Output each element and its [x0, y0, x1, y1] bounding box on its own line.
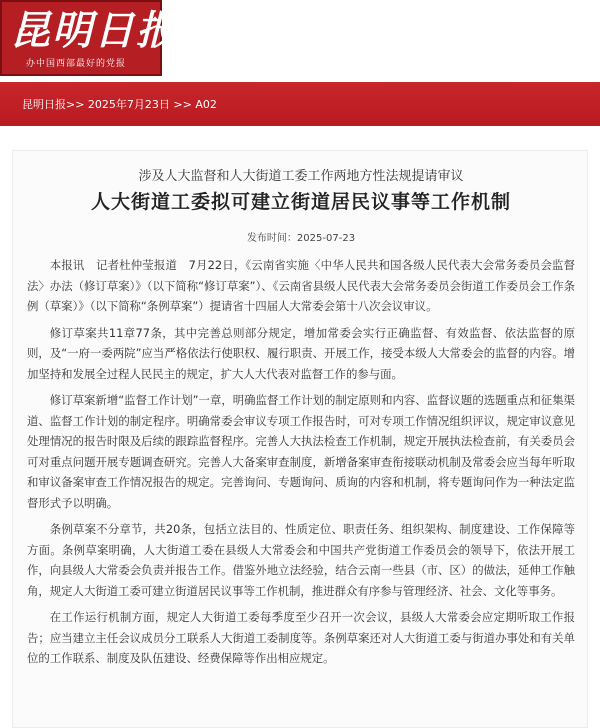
article-body [27, 255, 575, 675]
logo-slogan: 办中国西部最好的党报 [26, 59, 127, 69]
article-paragraph: 本报讯 记者杜仲莹报道 7月22日，《云南省实施〈中华人民共和国各级人民代表大会常务委员会监督法〉办法（修订草案）》（以下简称“修订草案”）、《云南省县级人民代表大会常务委员会街道工作委员会工作条例（草案）》（以下简称“条例草案”）提请省十四届人大常委会第十八次会议审议。 [27, 258, 575, 313]
article-kicker: 涉及人大监督和人大街道工委工作两地方性法规提请审议 [138, 169, 464, 184]
article-paragraph: 修订草案新增“监督工作计划”一章，明确监督工作计划的制定原则和内容、监督议题的选题重点和征集渠道、监督工作计划的制定程序。明确常委会审议专项工作报告时，可对专项工作情况组织评议，规定审议意见处理情况的报告时限及后续的跟踪监督程序。完善人大执法检查工作机制，规定开展执法检查前，有关委员会可对重点问题开展专题调查研究。完善人大备案审查制度，新增备案审查衔接联动机制及常委会应当每年听取和审议备案审查工作情况报告的规定。完善询问、专题询问、质询的内容和机制，将专题询问作为一种法定监督形式予以明确。 [27, 393, 575, 510]
article-paragraph: 修订草案共11章77条，其中完善总则部分规定，增加常委会实行正确监督、有效监督、依法监督的原则，及“一府一委两院”应当严格依法行使职权、履行职责、开展工作，接受本级人大常委会的监督的内容。增加坚持和发展全过程人民民主的规定，扩大人大代表对监督工作的参与面。 [27, 325, 575, 381]
article-paragraph: 在工作运行机制方面，规定人大街道工委每季度至少召开一次会议，县级人大常委会应定期听取工作报告；应当建立主任会议成员分工联系人大街道工委制度等。条例草案还对人大街道工委与街道办事处和有关单位的工作联系、制度及队伍建设、经费保障等作出相应规定。 [27, 610, 575, 665]
article-headline: 人大街道工委拟可建立街道居民议事等工作机制 [90, 191, 511, 213]
newspaper-logo[interactable] [0, 0, 178, 76]
article-container [12, 150, 588, 728]
breadcrumb-bar [0, 82, 600, 126]
logo-title: 昆明日报 [10, 7, 178, 54]
publish-date: 发布时间：2025-07-23 [246, 233, 356, 244]
masthead [0, 0, 600, 82]
breadcrumb[interactable]: 昆明日报>> 2025年7月23日 >> A02 [22, 98, 217, 111]
article-paragraph: 条例草案不分章节，共20条，包括立法目的、性质定位、职责任务、组织架构、制度建设、工作保障等方面。条例草案明确，人大街道工委在县级人大常委会和中国共产党街道工作委员会的领导下，依法开展工作，向县级人大常委会负责并报告工作。借鉴外地立法经验，结合云南一些县（市、区）的做法，延伸工作触角，规定人大街道工委可建立街道居民议事等工作机制，推进群众有序参与管理经济、社会、文化等事务。 [27, 522, 575, 598]
